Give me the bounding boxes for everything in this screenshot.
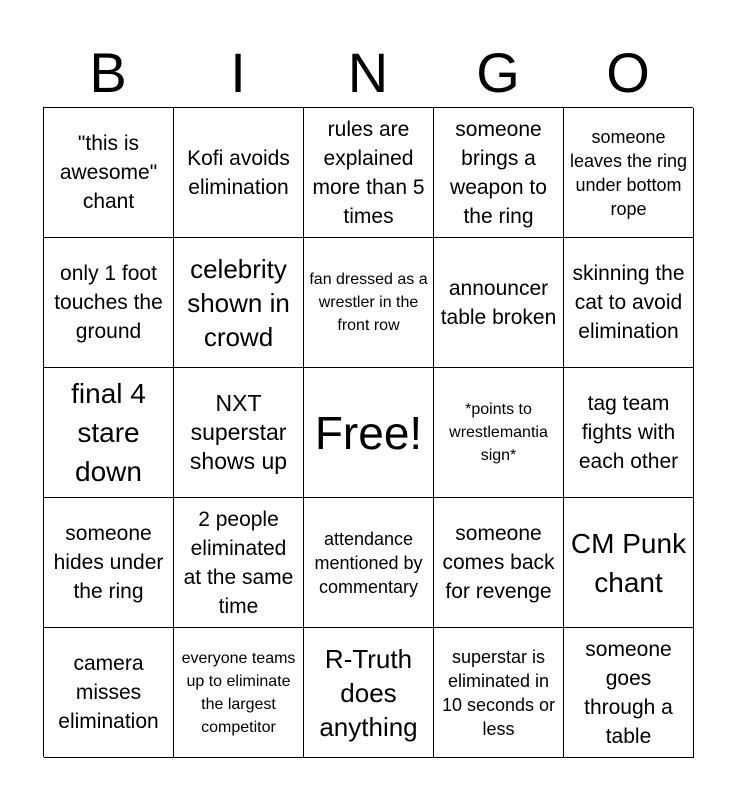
bingo-cell[interactable] [434, 368, 564, 498]
free-cell[interactable] [304, 368, 434, 498]
header-letter-b: B [89, 41, 127, 104]
header-letter-g: G [476, 41, 520, 104]
cell-text: 2 people eliminated at the same time [183, 507, 294, 618]
bingo-cell[interactable] [44, 108, 174, 238]
cell-text: someone comes back for revenge [442, 522, 555, 603]
cell-text: someone goes through a table [584, 637, 673, 748]
free-label: Free! [314, 406, 423, 459]
cell-text: attendance mentioned by commentary [314, 528, 423, 597]
bingo-header [43, 38, 693, 108]
cell-text: *points to wrestlemantia sign* [449, 401, 548, 464]
header-letter-o: O [606, 41, 650, 104]
bingo-cell[interactable] [304, 628, 434, 758]
bingo-cell[interactable] [434, 108, 564, 238]
cell-text: celebrity shown in crowd [187, 253, 290, 352]
bingo-cell[interactable] [174, 368, 304, 498]
cell-text: someone hides under the ring [53, 522, 164, 603]
bingo-cell[interactable] [174, 238, 304, 368]
bingo-cell[interactable] [434, 498, 564, 628]
bingo-cell[interactable] [564, 628, 694, 758]
bingo-cell[interactable] [174, 498, 304, 628]
cell-text: final 4 stare down [71, 378, 146, 487]
cell-text: someone leaves the ring under bottom rope [569, 126, 688, 219]
cell-text: skinning the cat to avoid elimination [572, 262, 685, 343]
bingo-cell[interactable] [44, 628, 174, 758]
cell-text: fan dressed as a wrestler in the front row [309, 271, 428, 334]
bingo-cell[interactable] [44, 498, 174, 628]
bingo-cell[interactable] [434, 238, 564, 368]
bingo-cell[interactable] [304, 108, 434, 238]
header-letter-i: I [230, 41, 246, 104]
cell-text: R-Truth does anything [319, 643, 418, 742]
bingo-cell[interactable] [564, 108, 694, 238]
cell-text: everyone teams up to eliminate the largest competitor [181, 649, 296, 736]
cell-text: rules are explained more than 5 times [312, 117, 425, 228]
bingo-cell[interactable] [434, 628, 564, 758]
header-letter-n: N [347, 41, 389, 104]
bingo-cell[interactable] [44, 238, 174, 368]
cell-text: "this is awesome" chant [59, 132, 158, 213]
bingo-cell[interactable] [564, 498, 694, 628]
bingo-cell[interactable] [174, 628, 304, 758]
cell-text: tag team fights with each other [578, 392, 679, 473]
bingo-cell[interactable] [564, 238, 694, 368]
bingo-cell[interactable] [174, 108, 304, 238]
cell-text: announcer table broken [440, 276, 557, 329]
cell-text: CM Punk chant [570, 527, 687, 598]
bingo-cell[interactable] [304, 498, 434, 628]
cell-text: someone brings a weapon to the ring [450, 117, 547, 228]
cell-text: superstar is eliminated in 10 seconds or less [441, 646, 556, 739]
bingo-grid [43, 107, 693, 757]
bingo-cell[interactable] [304, 238, 434, 368]
cell-text: NXT superstar shows up [189, 390, 288, 474]
cell-text: only 1 foot touches the ground [54, 262, 163, 343]
cell-text: Kofi avoids elimination [187, 146, 290, 199]
cell-text: camera misses elimination [58, 652, 159, 733]
bingo-cell[interactable] [44, 368, 174, 498]
bingo-cell[interactable] [564, 368, 694, 498]
